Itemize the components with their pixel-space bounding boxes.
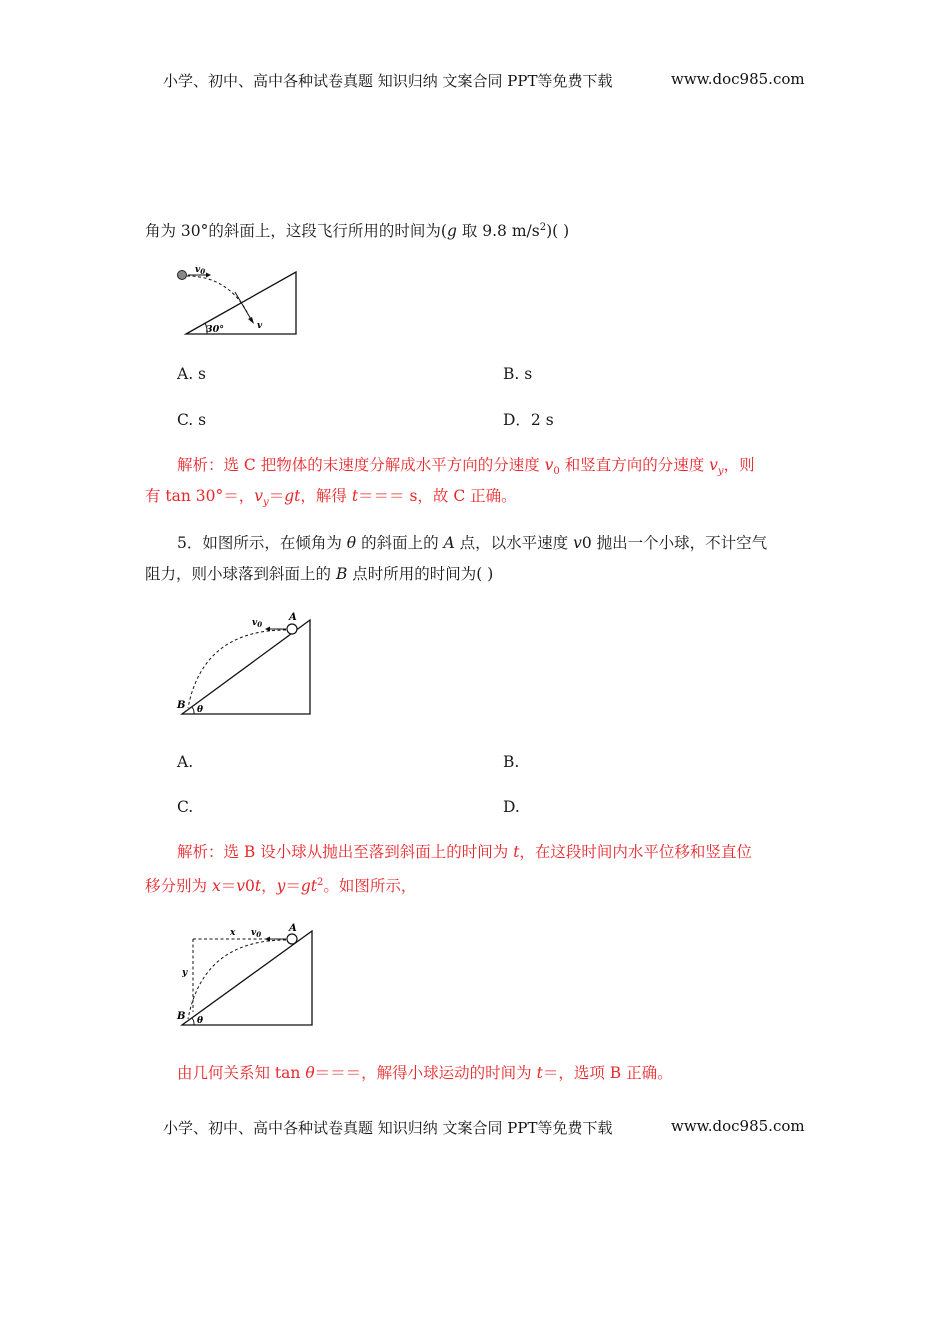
v0-label: $v_0$ bbox=[252, 618, 263, 629]
trajectory-path bbox=[188, 630, 286, 708]
q4-incline-figure bbox=[175, 262, 305, 342]
ball-icon bbox=[178, 271, 187, 280]
trajectory-path bbox=[188, 940, 286, 1019]
theta-label: θ bbox=[197, 1016, 204, 1026]
page-footer-url[interactable]: www.doc985.com bbox=[671, 1117, 805, 1135]
q5-option-c[interactable]: C. bbox=[177, 798, 194, 816]
q5-displacement-figure bbox=[175, 922, 325, 1032]
angle-arc bbox=[192, 707, 194, 714]
q4-option-d[interactable]: D．2 s bbox=[503, 411, 554, 429]
q4-analysis-line1: 解析：选 C 把物体的末速度分解成水平方向的分速度 $v_0$ 和竖直方向的分速度 $v_y$，则 bbox=[177, 456, 755, 478]
v0-label: $v_0$ bbox=[251, 928, 262, 939]
q5-option-a[interactable]: A. bbox=[177, 753, 194, 771]
q5-option-d[interactable]: D. bbox=[503, 798, 520, 816]
q4-analysis-line2: 有 tan 30°＝，$v_y=gt$，解得 t＝＝＝ s，故 C 正确。 bbox=[145, 487, 517, 509]
q5-incline-figure bbox=[175, 610, 325, 720]
y-label: y bbox=[182, 968, 188, 978]
v-arrow bbox=[235, 292, 252, 321]
q5-stem-line1: 5．如图所示，在倾角为 θ 的斜面上的 A 点，以水平速度 v0 抛出一个小球，不计空气 bbox=[177, 534, 768, 552]
point-a-label: A bbox=[289, 923, 297, 934]
q4-option-c[interactable]: C. s bbox=[177, 411, 207, 429]
q5-conclusion: 由几何关系知 tan θ＝＝＝，解得小球运动的时间为 t＝，选项 B 正确。 bbox=[177, 1064, 673, 1082]
page-header-url[interactable]: www.doc985.com bbox=[671, 70, 805, 88]
q5-option-b[interactable]: B. bbox=[503, 753, 520, 771]
q4-stem: 角为 30°的斜面上，这段飞行所用的时间为(g 取 9.8 $m/s^2$)( ) bbox=[145, 222, 570, 241]
x-label: x bbox=[230, 928, 236, 938]
angle-label: 30° bbox=[206, 324, 224, 335]
point-b-label: B bbox=[177, 700, 186, 711]
theta-label: θ bbox=[197, 705, 204, 715]
point-b-label: B bbox=[177, 1011, 186, 1022]
v0-label: $v_0$ bbox=[195, 265, 206, 276]
angle-arc bbox=[192, 1018, 194, 1025]
q4-option-a[interactable]: A. s bbox=[177, 365, 207, 383]
page-footer-text: 小学、初中、高中各种试卷真题 知识归纳 文案合同 PPT等免费下载 bbox=[163, 1119, 613, 1137]
trajectory-path bbox=[187, 276, 247, 312]
q4-option-b[interactable]: B. s bbox=[503, 365, 533, 383]
point-a-label: A bbox=[289, 612, 297, 623]
v-label: v bbox=[257, 321, 263, 331]
q5-analysis-line2: 移分别为 x＝v0t，$y=gt^2$。如图所示， bbox=[145, 877, 417, 896]
q5-stem-line2: 阻力，则小球落到斜面上的 B 点时所用的时间为( ) bbox=[145, 565, 494, 583]
ball-icon bbox=[287, 934, 297, 944]
q5-analysis-line1: 解析：选 B 设小球从抛出至落到斜面上的时间为 t，在这段时间内水平位移和竖直位 bbox=[177, 843, 752, 861]
page-header-text: 小学、初中、高中各种试卷真题 知识归纳 文案合同 PPT等免费下载 bbox=[163, 72, 613, 90]
ball-icon bbox=[287, 624, 297, 634]
